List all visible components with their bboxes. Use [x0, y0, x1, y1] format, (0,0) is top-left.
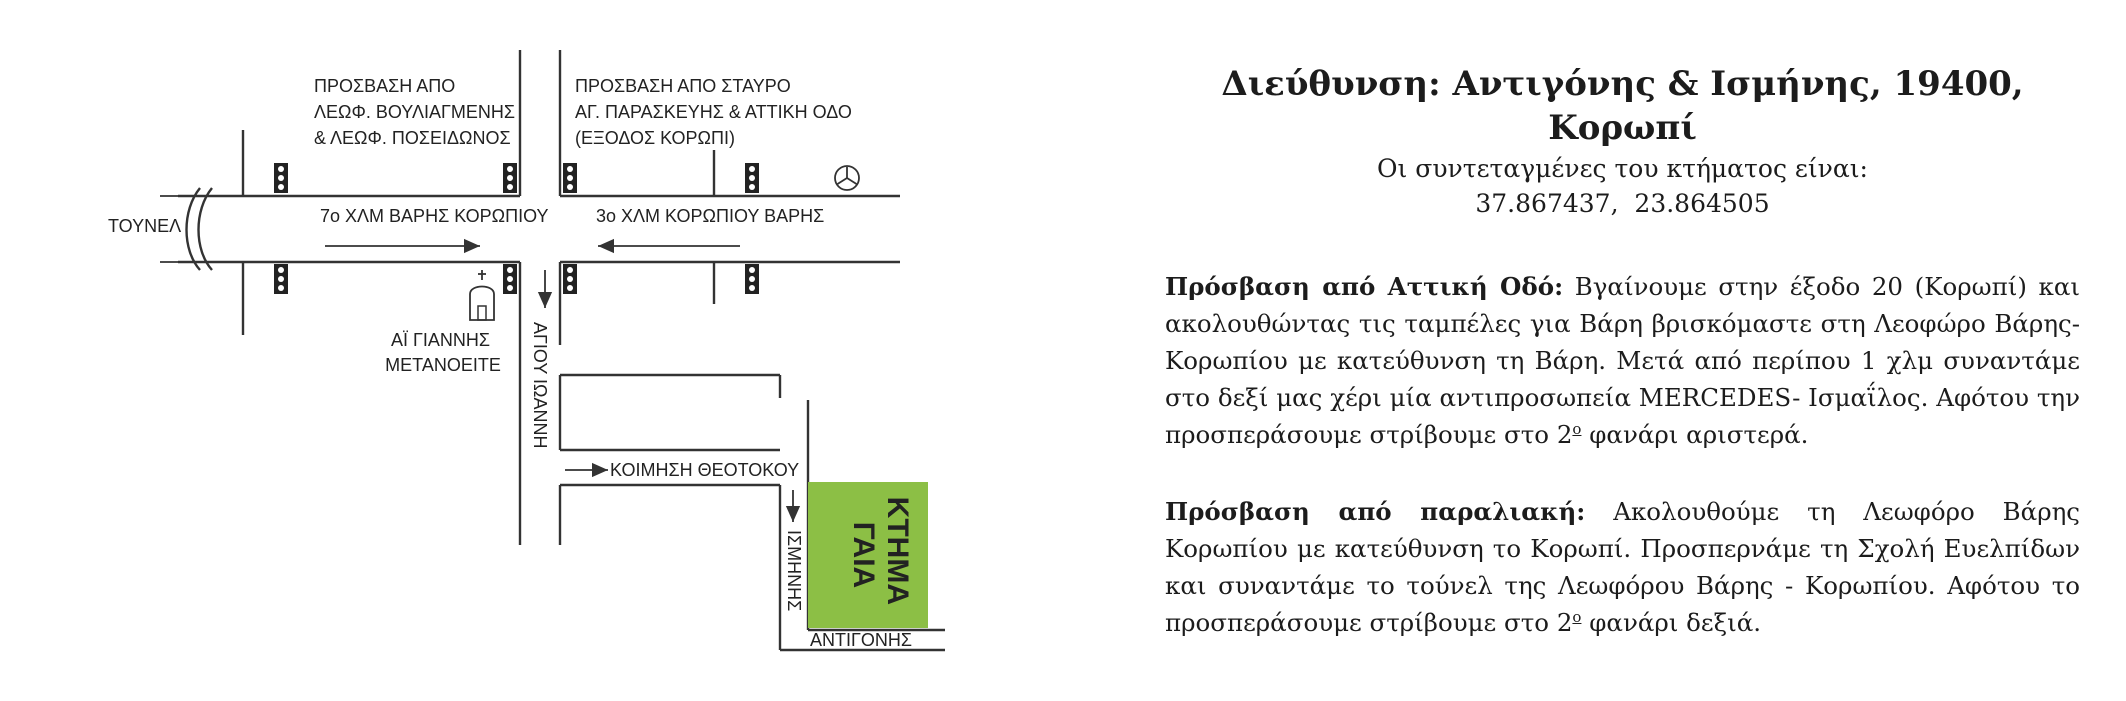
coastal-ordinal: ο: [1572, 607, 1582, 626]
mercedes-logo-icon: [835, 166, 859, 190]
traffic-light-icon: [503, 264, 517, 294]
coastal-text: Ακολουθούμε τη Λεωφόρο Βάρης Κορωπίου με κατεύθυνση το Κορωπί. Προσπερνάμε τη Σχολή Ευελπίδων και συναντάμε το τούνελ της Λεωφόρου Βάρης - Κορωπίου. Αφότου το προσπεράσουμε στρίβουμε στο: [1165, 497, 2081, 637]
address-info: [1165, 62, 2080, 641]
coastal-ending: φανάρι δεξιά.: [1589, 608, 1762, 637]
coastal-turn-number: 2: [1556, 608, 1573, 637]
coastal-directions: [1165, 493, 2080, 641]
traffic-light-icon: [274, 163, 288, 193]
traffic-light-icon: [563, 264, 577, 294]
church-label: ΑΪ ΓΙΑΝΝΗΣ ΜΕΤΑΝΟΕΙΤΕ: [385, 330, 501, 375]
coordinates-label: Οι συντεταγμένες του κτήματος είναι:: [1377, 154, 1868, 183]
road-east-label: 3ο ΧΛΜ ΚΟΡΩΠΙΟΥ ΒΑΡΗΣ: [596, 206, 825, 226]
traffic-light-icon: [503, 163, 517, 193]
directions-map: [0, 0, 1000, 701]
attiki-turn-number: 2: [1556, 420, 1573, 449]
road-west-label: 7ο ΧΛΜ ΒΑΡΗΣ ΚΟΡΩΠΙΟΥ: [320, 206, 549, 226]
street-ismini-label: ΙΣΜΗΝΗΣ: [784, 530, 804, 612]
attiki-odos-heading: Πρόσβαση από Αττική Οδό:: [1165, 272, 1564, 301]
estate-label: ΚΤΗΜΑ ΓΑΙΑ: [847, 496, 914, 605]
access-stavros-label: ΠΡΟΣΒΑΣΗ ΑΠΟ ΣΤΑΥΡΟ ΑΓ. ΠΑΡΑΣΚΕΥΗΣ & ΑΤΤΙΚΗ ΟΔΟ (ΕΞΟΔΟΣ ΚΟΡΩΠΙ): [575, 76, 852, 148]
church-icon: [470, 270, 494, 320]
street-antigoni-label: ΑΝΤΙΓΟΝΗΣ: [810, 630, 913, 650]
street-agiou-ioanni-label: ΑΓΙΟΥ ΙΩΑΝΝΗ: [530, 322, 550, 449]
access-vouliagmenis-label: ΠΡΟΣΒΑΣΗ ΑΠΟ ΛΕΩΦ. ΒΟΥΛΙΑΓΜΕΝΗΣ & ΛΕΩΦ. ΠΟΣΕΙΔΩΝΟΣ: [314, 76, 516, 148]
attiki-ordinal: ο: [1572, 419, 1582, 438]
attiki-odos-ending: φανάρι αριστερά.: [1589, 420, 1809, 449]
attiki-odos-directions: [1165, 268, 2080, 453]
street-agiou-ioanni-lines: [520, 50, 560, 545]
traffic-light-icon: [274, 264, 288, 294]
attiki-odos-text: Βγαίνουμε στην έξοδο 20 (Κορωπί) και ακολουθώντας τις ταμπέλες για Βάρη βρισκόμαστε στη Λεοφώρο Βάρης- Κορωπίου με κατεύθυνση τη Βάρη. Μετά από περίπου 1 χλμ συναντάμε στο δεξί μας χέρι μία αντιπροσωπεία MERCEDES- Ισμαΐλος. Αφότου την προσπεράσουμε στρίβουμε στο: [1165, 272, 2080, 449]
traffic-light-icon: [745, 163, 759, 193]
traffic-light-icon: [563, 163, 577, 193]
main-avenue: [178, 130, 900, 335]
address-title: Διεύθυνση: Αντιγόνης & Ισμήνης, 19400, Κορωπί: [1221, 64, 2024, 148]
coastal-heading: Πρόσβαση από παραλιακή:: [1165, 497, 1586, 526]
coordinates-value: 37.867437, 23.864505: [1475, 189, 1770, 218]
traffic-light-icon: [745, 264, 759, 294]
street-koimisi-label: ΚΟΙΜΗΣΗ ΘΕΟΤΟΚΟΥ: [610, 460, 800, 480]
tunnel-label: ΤΟΥΝΕΛ: [108, 216, 182, 236]
